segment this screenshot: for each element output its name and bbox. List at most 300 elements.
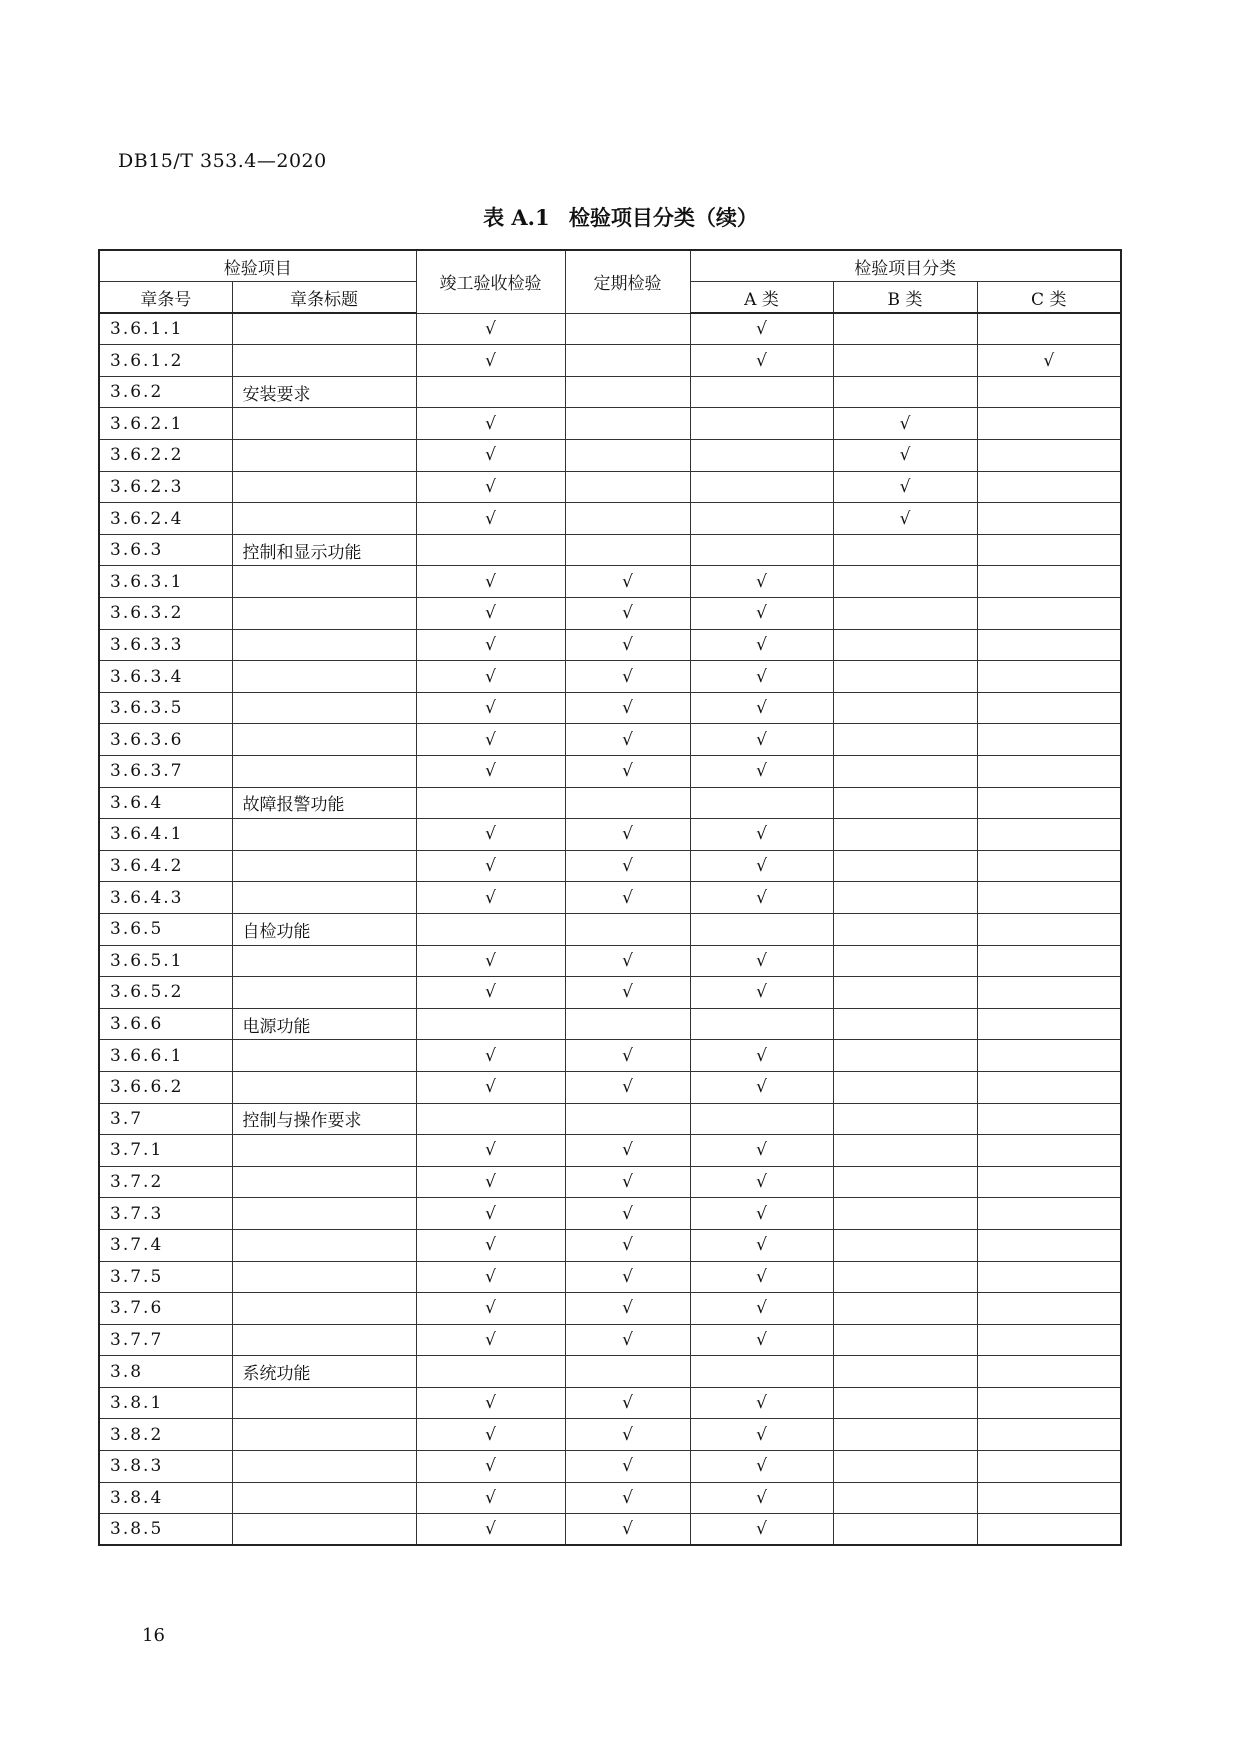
check-cell-b bbox=[833, 1103, 977, 1135]
check-cell-b bbox=[833, 566, 977, 598]
table-title bbox=[0, 202, 1241, 232]
table-row bbox=[99, 440, 1121, 472]
section-title-cell bbox=[232, 1451, 416, 1483]
table-row bbox=[99, 1198, 1121, 1230]
section-number-cell: 3.6.4.3 bbox=[99, 882, 232, 914]
check-cell-periodic bbox=[565, 503, 690, 535]
section-number-cell: 3.6.4.1 bbox=[99, 819, 232, 851]
check-mark-icon: √ bbox=[756, 1298, 767, 1319]
check-mark-icon: √ bbox=[485, 761, 496, 782]
check-cell-periodic bbox=[565, 1166, 690, 1198]
check-mark-icon: √ bbox=[485, 1298, 496, 1319]
check-mark-icon: √ bbox=[756, 1424, 767, 1445]
classification-table bbox=[98, 249, 1122, 1546]
header-cat-c: C 类 bbox=[977, 282, 1121, 314]
check-cell-a bbox=[690, 1293, 833, 1325]
table-row bbox=[99, 598, 1121, 630]
check-cell-c bbox=[977, 850, 1121, 882]
check-cell-b bbox=[833, 756, 977, 788]
check-cell-a bbox=[690, 819, 833, 851]
check-cell-c bbox=[977, 1387, 1121, 1419]
check-cell-b bbox=[833, 661, 977, 693]
check-mark-icon: √ bbox=[485, 666, 496, 687]
section-title-cell bbox=[232, 1135, 416, 1167]
check-cell-c bbox=[977, 598, 1121, 630]
check-mark-icon: √ bbox=[485, 413, 496, 434]
table-row bbox=[99, 1482, 1121, 1514]
check-cell-c bbox=[977, 882, 1121, 914]
check-mark-icon: √ bbox=[485, 1266, 496, 1287]
check-cell-b bbox=[833, 1261, 977, 1293]
check-cell-a bbox=[690, 345, 833, 377]
table-row bbox=[99, 345, 1121, 377]
check-cell-periodic bbox=[565, 376, 690, 408]
table-name: 检验项目分类（续） bbox=[568, 205, 758, 230]
check-cell-periodic bbox=[565, 1229, 690, 1261]
check-cell-c bbox=[977, 724, 1121, 756]
check-cell-periodic bbox=[565, 566, 690, 598]
section-title-cell bbox=[232, 598, 416, 630]
check-cell-periodic bbox=[565, 1008, 690, 1040]
section-number-cell: 3.7.2 bbox=[99, 1166, 232, 1198]
check-cell-b bbox=[833, 1040, 977, 1072]
check-mark-icon: √ bbox=[899, 508, 911, 529]
check-cell-c bbox=[977, 471, 1121, 503]
check-mark-icon: √ bbox=[485, 1203, 496, 1224]
check-cell-a bbox=[690, 1419, 833, 1451]
check-cell-b bbox=[833, 787, 977, 819]
section-title-cell bbox=[232, 440, 416, 472]
check-cell-periodic bbox=[565, 692, 690, 724]
section-number-cell: 3.6.3.1 bbox=[99, 566, 232, 598]
table-row bbox=[99, 1293, 1121, 1325]
check-cell-b bbox=[833, 913, 977, 945]
check-cell-a bbox=[690, 1387, 833, 1419]
check-mark-icon: √ bbox=[899, 445, 911, 466]
header-section-title: 章条标题 bbox=[232, 282, 416, 314]
section-number-cell: 3.6.3 bbox=[99, 534, 232, 566]
table-row bbox=[99, 629, 1121, 661]
check-mark-icon: √ bbox=[485, 729, 496, 750]
check-cell-a bbox=[690, 313, 833, 345]
check-cell-acceptance bbox=[416, 471, 565, 503]
check-cell-periodic bbox=[565, 1451, 690, 1483]
check-cell-periodic bbox=[565, 471, 690, 503]
check-mark-icon: √ bbox=[756, 603, 767, 624]
section-title-cell: 故障报警功能 bbox=[232, 787, 416, 819]
check-mark-icon: √ bbox=[485, 350, 496, 371]
check-mark-icon: √ bbox=[1043, 350, 1055, 371]
check-cell-periodic bbox=[565, 1387, 690, 1419]
header-group-category: 检验项目分类 bbox=[690, 250, 1121, 282]
section-number-cell: 3.6.5.1 bbox=[99, 945, 232, 977]
check-mark-icon: √ bbox=[622, 1393, 633, 1414]
check-cell-c bbox=[977, 756, 1121, 788]
check-mark-icon: √ bbox=[485, 318, 496, 339]
table-row bbox=[99, 1419, 1121, 1451]
check-cell-acceptance bbox=[416, 1166, 565, 1198]
check-cell-periodic bbox=[565, 1514, 690, 1546]
section-number-cell: 3.6.2.4 bbox=[99, 503, 232, 535]
section-number-cell: 3.6.4 bbox=[99, 787, 232, 819]
check-cell-acceptance bbox=[416, 913, 565, 945]
check-cell-a bbox=[690, 1008, 833, 1040]
section-title-cell bbox=[232, 977, 416, 1009]
check-cell-periodic bbox=[565, 1071, 690, 1103]
check-mark-icon: √ bbox=[756, 1140, 767, 1161]
section-number-cell: 3.6.5 bbox=[99, 913, 232, 945]
section-number-cell: 3.6.3.2 bbox=[99, 598, 232, 630]
table-row bbox=[99, 787, 1121, 819]
check-cell-c bbox=[977, 345, 1121, 377]
check-cell-b bbox=[833, 724, 977, 756]
check-cell-c bbox=[977, 1040, 1121, 1072]
check-mark-icon: √ bbox=[622, 856, 633, 877]
check-cell-periodic bbox=[565, 1293, 690, 1325]
section-number-cell: 3.8.2 bbox=[99, 1419, 232, 1451]
section-title-cell bbox=[232, 1229, 416, 1261]
section-number-cell: 3.6.3.5 bbox=[99, 692, 232, 724]
check-mark-icon: √ bbox=[756, 761, 767, 782]
check-cell-c bbox=[977, 1071, 1121, 1103]
section-number-cell: 3.6.2.1 bbox=[99, 408, 232, 440]
check-cell-a bbox=[690, 787, 833, 819]
check-cell-b bbox=[833, 408, 977, 440]
section-number-cell: 3.6.3.6 bbox=[99, 724, 232, 756]
check-cell-a bbox=[690, 1103, 833, 1135]
section-title-cell bbox=[232, 756, 416, 788]
check-cell-acceptance bbox=[416, 1451, 565, 1483]
check-mark-icon: √ bbox=[485, 1487, 496, 1508]
check-cell-a bbox=[690, 661, 833, 693]
section-number-cell: 3.7.5 bbox=[99, 1261, 232, 1293]
table-row bbox=[99, 1135, 1121, 1167]
check-cell-c bbox=[977, 503, 1121, 535]
check-cell-c bbox=[977, 534, 1121, 566]
section-number-cell: 3.6.2.3 bbox=[99, 471, 232, 503]
check-cell-acceptance bbox=[416, 850, 565, 882]
check-mark-icon: √ bbox=[485, 856, 496, 877]
section-number-cell: 3.6.3.7 bbox=[99, 756, 232, 788]
check-cell-c bbox=[977, 661, 1121, 693]
check-cell-acceptance bbox=[416, 1261, 565, 1293]
check-cell-c bbox=[977, 692, 1121, 724]
check-mark-icon: √ bbox=[756, 666, 767, 687]
check-mark-icon: √ bbox=[622, 1298, 633, 1319]
check-cell-a bbox=[690, 1356, 833, 1388]
check-cell-a bbox=[690, 1324, 833, 1356]
check-mark-icon: √ bbox=[622, 1140, 633, 1161]
check-cell-periodic bbox=[565, 1040, 690, 1072]
check-mark-icon: √ bbox=[756, 1329, 767, 1350]
check-mark-icon: √ bbox=[756, 1456, 767, 1477]
section-title-cell bbox=[232, 566, 416, 598]
check-cell-acceptance bbox=[416, 1324, 565, 1356]
section-title-cell bbox=[232, 1040, 416, 1072]
check-cell-b bbox=[833, 1071, 977, 1103]
check-cell-a bbox=[690, 882, 833, 914]
check-cell-periodic bbox=[565, 661, 690, 693]
page-number: 16 bbox=[142, 1625, 165, 1646]
table-body bbox=[99, 313, 1121, 1545]
check-cell-a bbox=[690, 376, 833, 408]
table-row bbox=[99, 471, 1121, 503]
check-mark-icon: √ bbox=[622, 1519, 633, 1540]
check-cell-periodic bbox=[565, 598, 690, 630]
section-title-cell bbox=[232, 408, 416, 440]
section-title-cell bbox=[232, 850, 416, 882]
check-cell-acceptance bbox=[416, 882, 565, 914]
check-cell-a bbox=[690, 1198, 833, 1230]
check-cell-a bbox=[690, 945, 833, 977]
check-mark-icon: √ bbox=[485, 824, 496, 845]
check-mark-icon: √ bbox=[485, 1140, 496, 1161]
table-label: 表 A.1 bbox=[483, 205, 550, 230]
check-mark-icon: √ bbox=[622, 603, 633, 624]
check-cell-b bbox=[833, 1229, 977, 1261]
check-cell-c bbox=[977, 1261, 1121, 1293]
table-row bbox=[99, 566, 1121, 598]
table-row bbox=[99, 1261, 1121, 1293]
check-cell-acceptance bbox=[416, 1419, 565, 1451]
table-row bbox=[99, 503, 1121, 535]
check-cell-periodic bbox=[565, 850, 690, 882]
table-row bbox=[99, 1229, 1121, 1261]
check-cell-periodic bbox=[565, 819, 690, 851]
check-mark-icon: √ bbox=[899, 413, 911, 434]
check-cell-acceptance bbox=[416, 313, 565, 345]
check-cell-acceptance bbox=[416, 1229, 565, 1261]
section-title-cell bbox=[232, 1419, 416, 1451]
table-row bbox=[99, 661, 1121, 693]
table-row bbox=[99, 1040, 1121, 1072]
check-mark-icon: √ bbox=[756, 350, 767, 371]
section-title-cell bbox=[232, 1198, 416, 1230]
check-cell-periodic bbox=[565, 913, 690, 945]
check-mark-icon: √ bbox=[622, 666, 633, 687]
check-cell-c bbox=[977, 977, 1121, 1009]
check-cell-b bbox=[833, 882, 977, 914]
check-cell-acceptance bbox=[416, 629, 565, 661]
section-title-cell bbox=[232, 503, 416, 535]
table-row bbox=[99, 850, 1121, 882]
section-number-cell: 3.6.1.1 bbox=[99, 313, 232, 345]
check-cell-periodic bbox=[565, 1261, 690, 1293]
check-cell-b bbox=[833, 1293, 977, 1325]
check-cell-a bbox=[690, 1166, 833, 1198]
table-row bbox=[99, 945, 1121, 977]
check-cell-periodic bbox=[565, 1198, 690, 1230]
section-title-cell bbox=[232, 629, 416, 661]
check-cell-b bbox=[833, 1008, 977, 1040]
table-row bbox=[99, 1166, 1121, 1198]
check-cell-c bbox=[977, 566, 1121, 598]
check-cell-periodic bbox=[565, 345, 690, 377]
table-row bbox=[99, 977, 1121, 1009]
check-mark-icon: √ bbox=[485, 1329, 496, 1350]
section-number-cell: 3.7.6 bbox=[99, 1293, 232, 1325]
check-cell-periodic bbox=[565, 1135, 690, 1167]
table-row bbox=[99, 1324, 1121, 1356]
check-mark-icon: √ bbox=[622, 729, 633, 750]
check-cell-c bbox=[977, 913, 1121, 945]
check-cell-acceptance bbox=[416, 440, 565, 472]
check-cell-acceptance bbox=[416, 345, 565, 377]
check-mark-icon: √ bbox=[485, 1393, 496, 1414]
check-mark-icon: √ bbox=[756, 634, 767, 655]
check-mark-icon: √ bbox=[485, 1519, 496, 1540]
check-mark-icon: √ bbox=[485, 950, 496, 971]
check-cell-c bbox=[977, 376, 1121, 408]
check-cell-a bbox=[690, 440, 833, 472]
check-cell-acceptance bbox=[416, 1008, 565, 1040]
section-number-cell: 3.6.6.1 bbox=[99, 1040, 232, 1072]
check-mark-icon: √ bbox=[622, 1487, 633, 1508]
header-group-item: 检验项目 bbox=[99, 250, 416, 282]
check-cell-b bbox=[833, 345, 977, 377]
check-cell-acceptance bbox=[416, 566, 565, 598]
check-cell-c bbox=[977, 1324, 1121, 1356]
check-cell-b bbox=[833, 1135, 977, 1167]
check-cell-acceptance bbox=[416, 376, 565, 408]
section-title-cell bbox=[232, 1482, 416, 1514]
table-row bbox=[99, 913, 1121, 945]
table-row bbox=[99, 819, 1121, 851]
check-cell-acceptance bbox=[416, 1514, 565, 1546]
check-cell-acceptance bbox=[416, 1387, 565, 1419]
check-mark-icon: √ bbox=[756, 824, 767, 845]
table-row bbox=[99, 1514, 1121, 1546]
check-cell-b bbox=[833, 598, 977, 630]
check-cell-acceptance bbox=[416, 977, 565, 1009]
table-row bbox=[99, 1451, 1121, 1483]
section-title-cell bbox=[232, 724, 416, 756]
check-cell-b bbox=[833, 1514, 977, 1546]
table-row bbox=[99, 534, 1121, 566]
section-title-cell bbox=[232, 471, 416, 503]
header-section-no: 章条号 bbox=[99, 282, 232, 314]
table-row bbox=[99, 408, 1121, 440]
check-cell-b bbox=[833, 376, 977, 408]
check-cell-a bbox=[690, 471, 833, 503]
check-cell-b bbox=[833, 1324, 977, 1356]
check-cell-c bbox=[977, 1293, 1121, 1325]
section-title-cell bbox=[232, 819, 416, 851]
section-title-cell: 安装要求 bbox=[232, 376, 416, 408]
section-number-cell: 3.7.1 bbox=[99, 1135, 232, 1167]
check-cell-b bbox=[833, 819, 977, 851]
check-cell-periodic bbox=[565, 408, 690, 440]
check-mark-icon: √ bbox=[485, 1077, 496, 1098]
check-mark-icon: √ bbox=[485, 1424, 496, 1445]
check-mark-icon: √ bbox=[899, 476, 911, 497]
section-title-cell: 自检功能 bbox=[232, 913, 416, 945]
check-mark-icon: √ bbox=[485, 445, 496, 466]
check-cell-a bbox=[690, 724, 833, 756]
check-cell-a bbox=[690, 408, 833, 440]
check-cell-periodic bbox=[565, 1356, 690, 1388]
check-cell-c bbox=[977, 408, 1121, 440]
check-mark-icon: √ bbox=[622, 824, 633, 845]
check-mark-icon: √ bbox=[485, 508, 496, 529]
section-title-cell bbox=[232, 882, 416, 914]
section-title-cell bbox=[232, 1071, 416, 1103]
section-number-cell: 3.6.2 bbox=[99, 376, 232, 408]
check-cell-b bbox=[833, 1198, 977, 1230]
check-cell-b bbox=[833, 1451, 977, 1483]
check-cell-a bbox=[690, 1451, 833, 1483]
section-title-cell bbox=[232, 661, 416, 693]
check-cell-c bbox=[977, 313, 1121, 345]
check-cell-periodic bbox=[565, 629, 690, 661]
table-row bbox=[99, 376, 1121, 408]
check-mark-icon: √ bbox=[485, 634, 496, 655]
check-cell-periodic bbox=[565, 1419, 690, 1451]
check-cell-acceptance bbox=[416, 819, 565, 851]
check-mark-icon: √ bbox=[622, 1172, 633, 1193]
check-cell-a bbox=[690, 534, 833, 566]
check-cell-acceptance bbox=[416, 534, 565, 566]
check-cell-c bbox=[977, 787, 1121, 819]
check-mark-icon: √ bbox=[485, 1172, 496, 1193]
check-cell-c bbox=[977, 819, 1121, 851]
section-number-cell: 3.6.5.2 bbox=[99, 977, 232, 1009]
check-cell-acceptance bbox=[416, 598, 565, 630]
check-mark-icon: √ bbox=[622, 1329, 633, 1350]
check-cell-periodic bbox=[565, 1103, 690, 1135]
check-cell-periodic bbox=[565, 756, 690, 788]
check-cell-a bbox=[690, 692, 833, 724]
check-cell-b bbox=[833, 1356, 977, 1388]
section-number-cell: 3.6.3.3 bbox=[99, 629, 232, 661]
check-mark-icon: √ bbox=[756, 729, 767, 750]
check-cell-c bbox=[977, 1514, 1121, 1546]
section-number-cell: 3.6.6.2 bbox=[99, 1071, 232, 1103]
check-cell-acceptance bbox=[416, 945, 565, 977]
section-title-cell bbox=[232, 692, 416, 724]
section-title-cell bbox=[232, 945, 416, 977]
section-number-cell: 3.8.5 bbox=[99, 1514, 232, 1546]
check-mark-icon: √ bbox=[756, 698, 767, 719]
check-cell-c bbox=[977, 1135, 1121, 1167]
check-cell-a bbox=[690, 913, 833, 945]
check-cell-acceptance bbox=[416, 1198, 565, 1230]
header-acceptance: 竣工验收检验 bbox=[416, 250, 565, 313]
check-cell-periodic bbox=[565, 977, 690, 1009]
check-cell-a bbox=[690, 1229, 833, 1261]
check-mark-icon: √ bbox=[485, 476, 496, 497]
section-number-cell: 3.6.3.4 bbox=[99, 661, 232, 693]
check-cell-b bbox=[833, 977, 977, 1009]
section-title-cell bbox=[232, 1324, 416, 1356]
check-mark-icon: √ bbox=[622, 1266, 633, 1287]
check-cell-b bbox=[833, 1166, 977, 1198]
section-title-cell bbox=[232, 1166, 416, 1198]
check-cell-acceptance bbox=[416, 692, 565, 724]
check-cell-periodic bbox=[565, 945, 690, 977]
section-number-cell: 3.7.3 bbox=[99, 1198, 232, 1230]
check-cell-a bbox=[690, 1482, 833, 1514]
check-cell-b bbox=[833, 692, 977, 724]
check-mark-icon: √ bbox=[622, 571, 633, 592]
table-row bbox=[99, 1103, 1121, 1135]
check-cell-acceptance bbox=[416, 408, 565, 440]
check-mark-icon: √ bbox=[622, 1045, 633, 1066]
check-cell-acceptance bbox=[416, 724, 565, 756]
check-mark-icon: √ bbox=[756, 1393, 767, 1414]
check-cell-b bbox=[833, 471, 977, 503]
check-cell-periodic bbox=[565, 534, 690, 566]
